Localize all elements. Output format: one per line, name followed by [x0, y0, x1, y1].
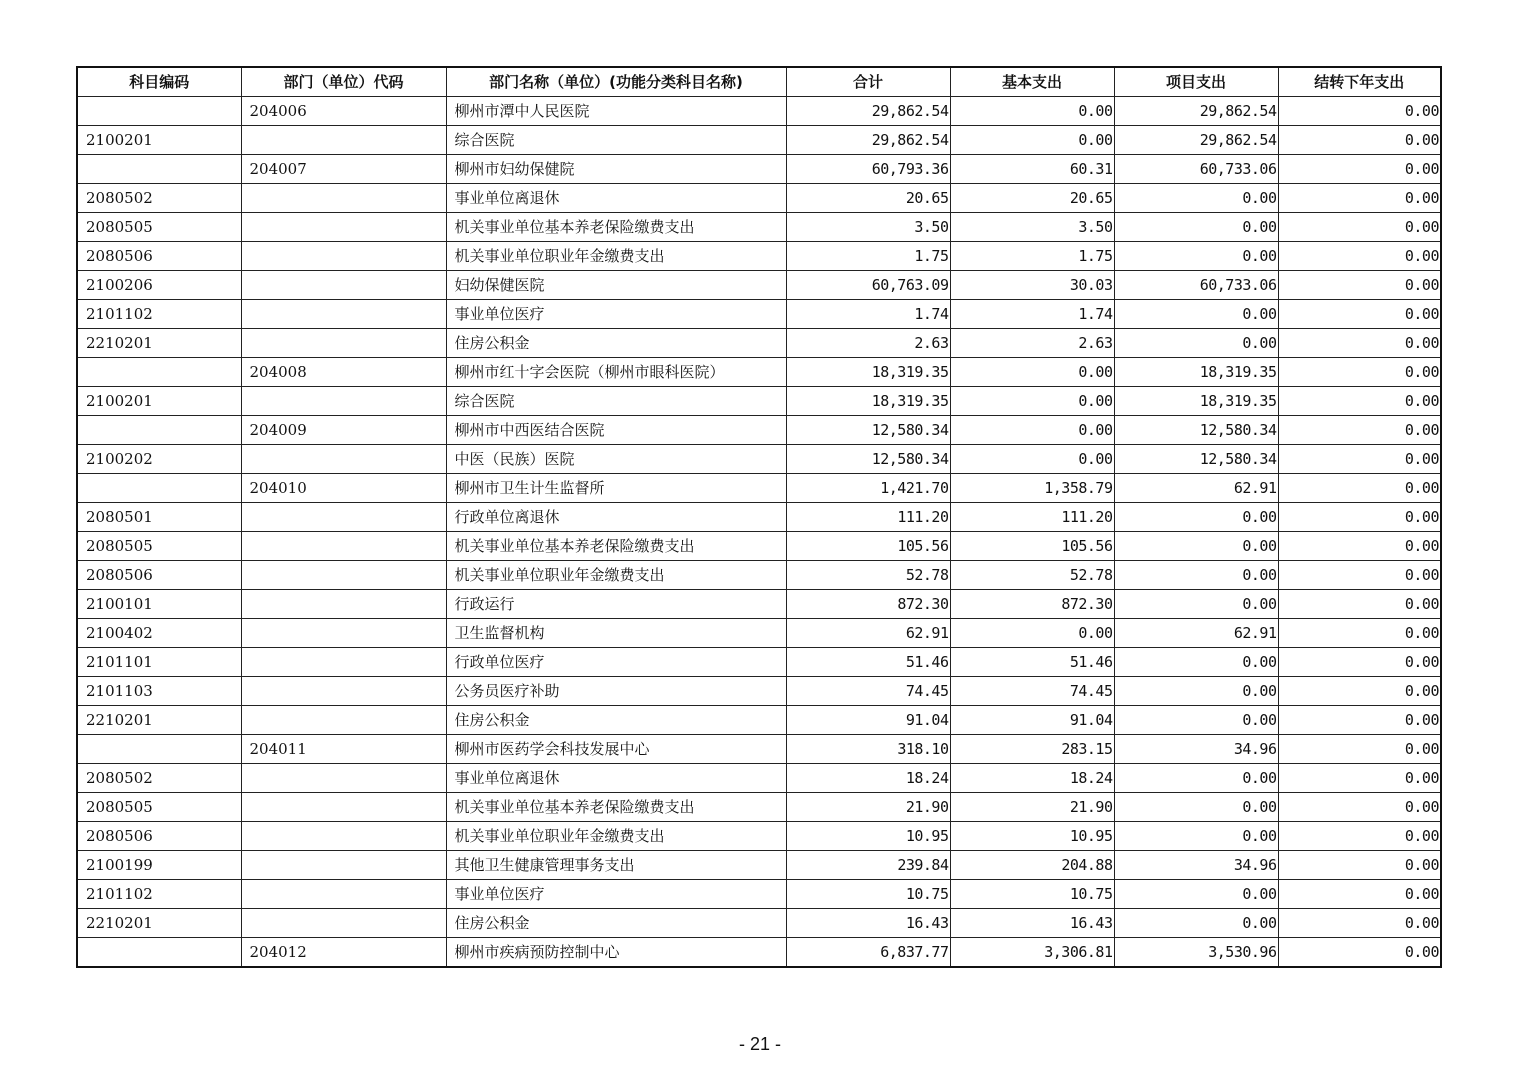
basic-expenditure-cell: 283.15 — [950, 735, 1114, 764]
department-code-cell: 204008 — [241, 358, 446, 387]
department-code-cell — [241, 126, 446, 155]
subject-code-cell — [77, 474, 241, 503]
carryover-cell: 0.00 — [1278, 880, 1441, 909]
total-cell: 10.95 — [786, 822, 950, 851]
basic-expenditure-cell: 16.43 — [950, 909, 1114, 938]
subject-code-cell: 2080505 — [77, 793, 241, 822]
table-row — [77, 822, 1441, 851]
project-expenditure-cell: 0.00 — [1114, 822, 1278, 851]
subject-code-cell — [77, 735, 241, 764]
subject-code-cell: 2080502 — [77, 184, 241, 213]
basic-expenditure-cell: 60.31 — [950, 155, 1114, 184]
carryover-cell: 0.00 — [1278, 97, 1441, 126]
carryover-cell: 0.00 — [1278, 909, 1441, 938]
table-header-row — [77, 67, 1441, 97]
header-department-code: 部门（单位）代码 — [241, 67, 446, 97]
project-expenditure-cell: 0.00 — [1114, 561, 1278, 590]
subject-code-cell: 2080501 — [77, 503, 241, 532]
subject-code-cell: 2100199 — [77, 851, 241, 880]
department-name-cell: 行政运行 — [446, 590, 786, 619]
project-expenditure-cell: 60,733.06 — [1114, 271, 1278, 300]
department-name-cell: 机关事业单位基本养老保险缴费支出 — [446, 532, 786, 561]
header-basic-expenditure: 基本支出 — [950, 67, 1114, 97]
department-name-cell: 行政单位离退休 — [446, 503, 786, 532]
department-name-cell: 柳州市医药学会科技发展中心 — [446, 735, 786, 764]
header-project-expenditure: 项目支出 — [1114, 67, 1278, 97]
project-expenditure-cell: 0.00 — [1114, 184, 1278, 213]
department-code-cell — [241, 503, 446, 532]
subject-code-cell: 2100101 — [77, 590, 241, 619]
department-code-cell: 204007 — [241, 155, 446, 184]
table-row — [77, 648, 1441, 677]
carryover-cell: 0.00 — [1278, 851, 1441, 880]
basic-expenditure-cell: 2.63 — [950, 329, 1114, 358]
project-expenditure-cell: 0.00 — [1114, 706, 1278, 735]
subject-code-cell: 2080506 — [77, 561, 241, 590]
carryover-cell: 0.00 — [1278, 561, 1441, 590]
subject-code-cell: 2210201 — [77, 706, 241, 735]
project-expenditure-cell: 18,319.35 — [1114, 358, 1278, 387]
project-expenditure-cell: 0.00 — [1114, 300, 1278, 329]
basic-expenditure-cell: 52.78 — [950, 561, 1114, 590]
department-name-cell: 柳州市疾病预防控制中心 — [446, 938, 786, 968]
department-name-cell: 机关事业单位职业年金缴费支出 — [446, 561, 786, 590]
table-row — [77, 97, 1441, 126]
carryover-cell: 0.00 — [1278, 329, 1441, 358]
subject-code-cell — [77, 97, 241, 126]
department-name-cell: 机关事业单位职业年金缴费支出 — [446, 822, 786, 851]
total-cell: 872.30 — [786, 590, 950, 619]
subject-code-cell: 2100202 — [77, 445, 241, 474]
department-code-cell — [241, 851, 446, 880]
carryover-cell: 0.00 — [1278, 706, 1441, 735]
department-code-cell — [241, 822, 446, 851]
subject-code-cell: 2101102 — [77, 880, 241, 909]
department-name-cell: 机关事业单位基本养老保险缴费支出 — [446, 793, 786, 822]
carryover-cell: 0.00 — [1278, 387, 1441, 416]
carryover-cell: 0.00 — [1278, 213, 1441, 242]
department-name-cell: 柳州市妇幼保健院 — [446, 155, 786, 184]
basic-expenditure-cell: 91.04 — [950, 706, 1114, 735]
department-code-cell — [241, 445, 446, 474]
department-name-cell: 柳州市红十字会医院（柳州市眼科医院） — [446, 358, 786, 387]
project-expenditure-cell: 12,580.34 — [1114, 416, 1278, 445]
table-row — [77, 735, 1441, 764]
table-row — [77, 329, 1441, 358]
header-total: 合计 — [786, 67, 950, 97]
total-cell: 74.45 — [786, 677, 950, 706]
project-expenditure-cell: 34.96 — [1114, 851, 1278, 880]
subject-code-cell: 2080506 — [77, 822, 241, 851]
project-expenditure-cell: 0.00 — [1114, 213, 1278, 242]
table-row — [77, 300, 1441, 329]
project-expenditure-cell: 0.00 — [1114, 242, 1278, 271]
subject-code-cell: 2101103 — [77, 677, 241, 706]
carryover-cell: 0.00 — [1278, 445, 1441, 474]
project-expenditure-cell: 62.91 — [1114, 619, 1278, 648]
department-name-cell: 柳州市潭中人民医院 — [446, 97, 786, 126]
project-expenditure-cell: 18,319.35 — [1114, 387, 1278, 416]
total-cell: 18,319.35 — [786, 387, 950, 416]
department-name-cell: 卫生监督机构 — [446, 619, 786, 648]
project-expenditure-cell: 34.96 — [1114, 735, 1278, 764]
department-code-cell — [241, 764, 446, 793]
carryover-cell: 0.00 — [1278, 590, 1441, 619]
department-name-cell: 住房公积金 — [446, 706, 786, 735]
carryover-cell: 0.00 — [1278, 648, 1441, 677]
page-number: - 21 - — [738, 1034, 781, 1054]
table-row — [77, 851, 1441, 880]
project-expenditure-cell: 29,862.54 — [1114, 97, 1278, 126]
carryover-cell: 0.00 — [1278, 764, 1441, 793]
department-code-cell: 204011 — [241, 735, 446, 764]
carryover-cell: 0.00 — [1278, 677, 1441, 706]
total-cell: 2.63 — [786, 329, 950, 358]
carryover-cell: 0.00 — [1278, 474, 1441, 503]
table-row — [77, 677, 1441, 706]
department-name-cell: 妇幼保健医院 — [446, 271, 786, 300]
project-expenditure-cell: 0.00 — [1114, 880, 1278, 909]
department-code-cell — [241, 793, 446, 822]
subject-code-cell — [77, 416, 241, 445]
total-cell: 52.78 — [786, 561, 950, 590]
department-code-cell — [241, 561, 446, 590]
department-name-cell: 柳州市中西医结合医院 — [446, 416, 786, 445]
table-row — [77, 938, 1441, 968]
basic-expenditure-cell: 872.30 — [950, 590, 1114, 619]
subject-code-cell: 2100201 — [77, 126, 241, 155]
basic-expenditure-cell: 74.45 — [950, 677, 1114, 706]
subject-code-cell — [77, 938, 241, 968]
project-expenditure-cell: 0.00 — [1114, 503, 1278, 532]
carryover-cell: 0.00 — [1278, 242, 1441, 271]
department-code-cell — [241, 242, 446, 271]
carryover-cell: 0.00 — [1278, 532, 1441, 561]
department-code-cell — [241, 532, 446, 561]
basic-expenditure-cell: 1.75 — [950, 242, 1114, 271]
subject-code-cell: 2210201 — [77, 329, 241, 358]
department-code-cell — [241, 909, 446, 938]
header-carryover-expenditure: 结转下年支出 — [1278, 67, 1441, 97]
department-code-cell: 204009 — [241, 416, 446, 445]
subject-code-cell: 2080506 — [77, 242, 241, 271]
department-name-cell: 其他卫生健康管理事务支出 — [446, 851, 786, 880]
table-row — [77, 619, 1441, 648]
department-name-cell: 柳州市卫生计生监督所 — [446, 474, 786, 503]
total-cell: 3.50 — [786, 213, 950, 242]
total-cell: 18.24 — [786, 764, 950, 793]
project-expenditure-cell: 12,580.34 — [1114, 445, 1278, 474]
department-name-cell: 公务员医疗补助 — [446, 677, 786, 706]
department-code-cell — [241, 387, 446, 416]
total-cell: 60,793.36 — [786, 155, 950, 184]
total-cell: 1.74 — [786, 300, 950, 329]
subject-code-cell: 2080502 — [77, 764, 241, 793]
total-cell: 16.43 — [786, 909, 950, 938]
total-cell: 318.10 — [786, 735, 950, 764]
total-cell: 105.56 — [786, 532, 950, 561]
basic-expenditure-cell: 20.65 — [950, 184, 1114, 213]
basic-expenditure-cell: 111.20 — [950, 503, 1114, 532]
department-name-cell: 中医（民族）医院 — [446, 445, 786, 474]
total-cell: 29,862.54 — [786, 97, 950, 126]
table-body — [77, 97, 1441, 968]
total-cell: 51.46 — [786, 648, 950, 677]
subject-code-cell: 2100201 — [77, 387, 241, 416]
department-name-cell: 事业单位离退休 — [446, 764, 786, 793]
subject-code-cell — [77, 358, 241, 387]
project-expenditure-cell: 0.00 — [1114, 648, 1278, 677]
carryover-cell: 0.00 — [1278, 300, 1441, 329]
basic-expenditure-cell: 0.00 — [950, 387, 1114, 416]
department-code-cell — [241, 677, 446, 706]
project-expenditure-cell: 0.00 — [1114, 764, 1278, 793]
carryover-cell: 0.00 — [1278, 822, 1441, 851]
table-row — [77, 242, 1441, 271]
carryover-cell: 0.00 — [1278, 271, 1441, 300]
total-cell: 6,837.77 — [786, 938, 950, 968]
basic-expenditure-cell: 51.46 — [950, 648, 1114, 677]
total-cell: 12,580.34 — [786, 416, 950, 445]
subject-code-cell — [77, 155, 241, 184]
basic-expenditure-cell: 18.24 — [950, 764, 1114, 793]
department-name-cell: 事业单位医疗 — [446, 300, 786, 329]
total-cell: 60,763.09 — [786, 271, 950, 300]
table-row — [77, 387, 1441, 416]
table-row — [77, 213, 1441, 242]
carryover-cell: 0.00 — [1278, 416, 1441, 445]
department-code-cell — [241, 300, 446, 329]
table-row — [77, 706, 1441, 735]
basic-expenditure-cell: 10.95 — [950, 822, 1114, 851]
project-expenditure-cell: 0.00 — [1114, 590, 1278, 619]
project-expenditure-cell: 3,530.96 — [1114, 938, 1278, 968]
department-code-cell — [241, 329, 446, 358]
department-code-cell: 204012 — [241, 938, 446, 968]
project-expenditure-cell: 0.00 — [1114, 329, 1278, 358]
project-expenditure-cell: 0.00 — [1114, 677, 1278, 706]
table-row — [77, 532, 1441, 561]
department-code-cell: 204010 — [241, 474, 446, 503]
total-cell: 29,862.54 — [786, 126, 950, 155]
budget-table-container — [76, 66, 1440, 968]
department-code-cell — [241, 619, 446, 648]
department-name-cell: 住房公积金 — [446, 329, 786, 358]
header-department-name: 部门名称（单位）(功能分类科目名称) — [446, 67, 786, 97]
department-name-cell: 综合医院 — [446, 387, 786, 416]
basic-expenditure-cell: 0.00 — [950, 126, 1114, 155]
department-code-cell: 204006 — [241, 97, 446, 126]
table-row — [77, 561, 1441, 590]
total-cell: 62.91 — [786, 619, 950, 648]
department-name-cell: 事业单位离退休 — [446, 184, 786, 213]
table-row — [77, 445, 1441, 474]
project-expenditure-cell: 29,862.54 — [1114, 126, 1278, 155]
total-cell: 20.65 — [786, 184, 950, 213]
department-name-cell: 住房公积金 — [446, 909, 786, 938]
subject-code-cell: 2080505 — [77, 213, 241, 242]
carryover-cell: 0.00 — [1278, 793, 1441, 822]
basic-expenditure-cell: 204.88 — [950, 851, 1114, 880]
project-expenditure-cell: 60,733.06 — [1114, 155, 1278, 184]
table-row — [77, 909, 1441, 938]
header-subject-code: 科目编码 — [77, 67, 241, 97]
basic-expenditure-cell: 0.00 — [950, 445, 1114, 474]
basic-expenditure-cell: 105.56 — [950, 532, 1114, 561]
subject-code-cell: 2080505 — [77, 532, 241, 561]
basic-expenditure-cell: 0.00 — [950, 97, 1114, 126]
subject-code-cell: 2100206 — [77, 271, 241, 300]
table-row — [77, 271, 1441, 300]
total-cell: 18,319.35 — [786, 358, 950, 387]
project-expenditure-cell: 62.91 — [1114, 474, 1278, 503]
basic-expenditure-cell: 1,358.79 — [950, 474, 1114, 503]
table-row — [77, 503, 1441, 532]
total-cell: 1.75 — [786, 242, 950, 271]
subject-code-cell: 2100402 — [77, 619, 241, 648]
total-cell: 10.75 — [786, 880, 950, 909]
carryover-cell: 0.00 — [1278, 184, 1441, 213]
carryover-cell: 0.00 — [1278, 938, 1441, 968]
budget-table — [76, 66, 1442, 968]
project-expenditure-cell: 0.00 — [1114, 909, 1278, 938]
department-code-cell — [241, 706, 446, 735]
department-name-cell: 综合医院 — [446, 126, 786, 155]
total-cell: 111.20 — [786, 503, 950, 532]
table-row — [77, 764, 1441, 793]
basic-expenditure-cell: 0.00 — [950, 619, 1114, 648]
table-row — [77, 358, 1441, 387]
carryover-cell: 0.00 — [1278, 735, 1441, 764]
table-row — [77, 590, 1441, 619]
basic-expenditure-cell: 21.90 — [950, 793, 1114, 822]
subject-code-cell: 2101101 — [77, 648, 241, 677]
table-row — [77, 126, 1441, 155]
basic-expenditure-cell: 0.00 — [950, 416, 1114, 445]
basic-expenditure-cell: 1.74 — [950, 300, 1114, 329]
subject-code-cell: 2210201 — [77, 909, 241, 938]
carryover-cell: 0.00 — [1278, 358, 1441, 387]
carryover-cell: 0.00 — [1278, 619, 1441, 648]
department-code-cell — [241, 213, 446, 242]
table-row — [77, 793, 1441, 822]
department-name-cell: 行政单位医疗 — [446, 648, 786, 677]
subject-code-cell: 2101102 — [77, 300, 241, 329]
table-row — [77, 474, 1441, 503]
table-row — [77, 880, 1441, 909]
basic-expenditure-cell: 3,306.81 — [950, 938, 1114, 968]
project-expenditure-cell: 0.00 — [1114, 793, 1278, 822]
department-code-cell — [241, 271, 446, 300]
carryover-cell: 0.00 — [1278, 155, 1441, 184]
basic-expenditure-cell: 3.50 — [950, 213, 1114, 242]
total-cell: 1,421.70 — [786, 474, 950, 503]
table-row — [77, 184, 1441, 213]
total-cell: 12,580.34 — [786, 445, 950, 474]
department-code-cell — [241, 590, 446, 619]
basic-expenditure-cell: 10.75 — [950, 880, 1114, 909]
department-code-cell — [241, 648, 446, 677]
department-name-cell: 机关事业单位基本养老保险缴费支出 — [446, 213, 786, 242]
department-code-cell — [241, 880, 446, 909]
carryover-cell: 0.00 — [1278, 126, 1441, 155]
table-row — [77, 416, 1441, 445]
total-cell: 21.90 — [786, 793, 950, 822]
total-cell: 91.04 — [786, 706, 950, 735]
table-row — [77, 155, 1441, 184]
total-cell: 239.84 — [786, 851, 950, 880]
project-expenditure-cell: 0.00 — [1114, 532, 1278, 561]
basic-expenditure-cell: 30.03 — [950, 271, 1114, 300]
carryover-cell: 0.00 — [1278, 503, 1441, 532]
department-name-cell: 事业单位医疗 — [446, 880, 786, 909]
basic-expenditure-cell: 0.00 — [950, 358, 1114, 387]
department-name-cell: 机关事业单位职业年金缴费支出 — [446, 242, 786, 271]
department-code-cell — [241, 184, 446, 213]
